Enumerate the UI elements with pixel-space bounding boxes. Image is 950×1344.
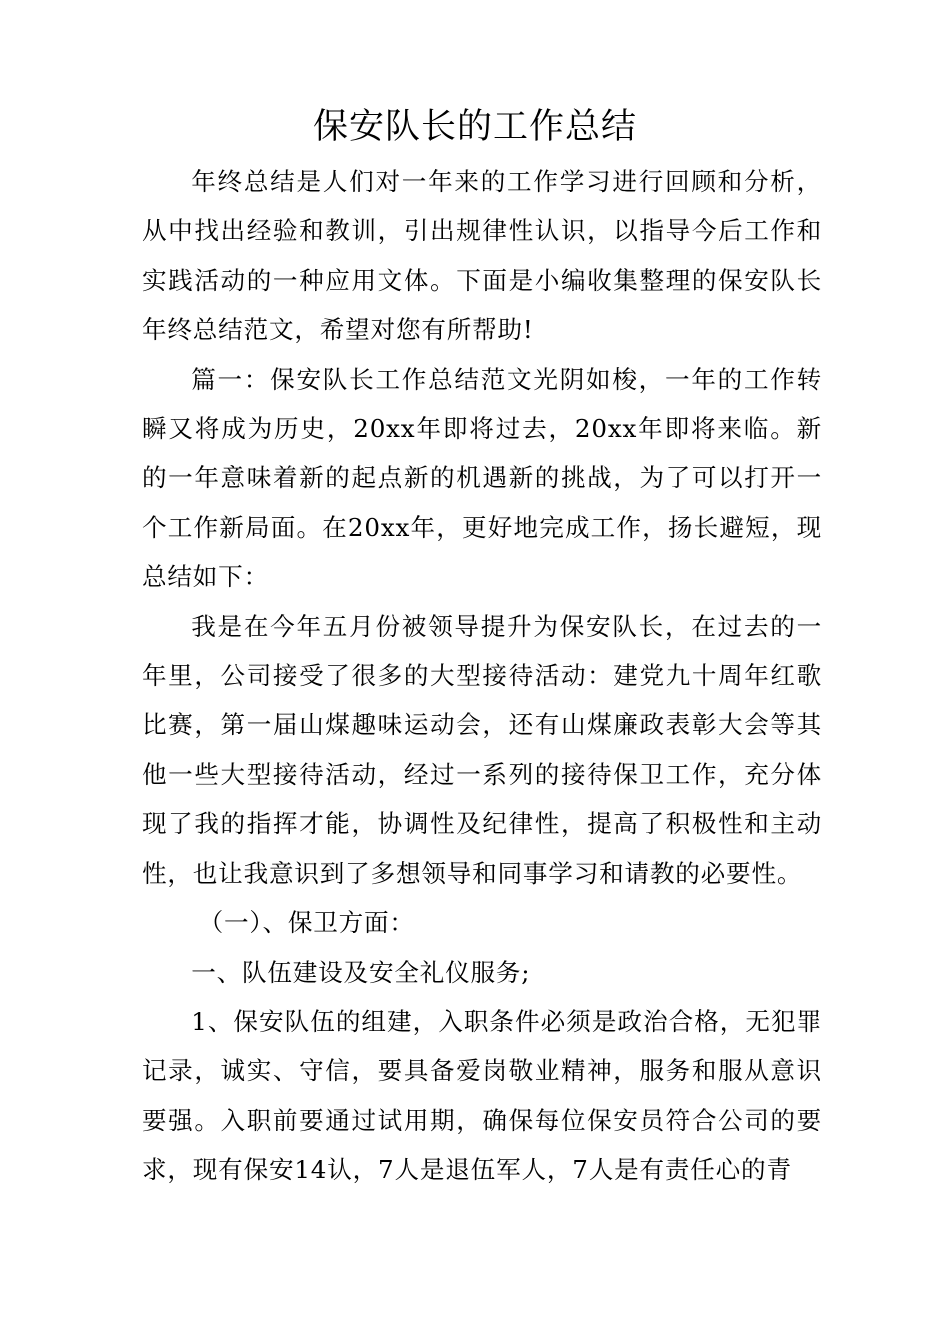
paragraph-intro: 年终总结是人们对一年来的工作学习进行回顾和分析，从中找出经验和教训，引出规律性认识，以指导今后工作和实践活动的一种应用文体。下面是小编收集整理的保安队长年终总结范文，希望对您有所帮助! (142, 167, 822, 345)
subsection-heading-team: 一、队伍建设及安全礼仪服务; (191, 957, 531, 987)
paragraph-team-building: 1、保安队伍的组建，入职条件必须是政治合格，无犯罪记录，诚实、守信，要具备爱岗敬业精神，服务和服从意识要强。入职前要通过试用期，确保每位保安员符合公司的要求，现有保安14认，7人是退伍军人，7人是有责任心的青 (142, 1006, 822, 1185)
paragraph-part-one: 篇一：保安队长工作总结范文光阴如梭，一年的工作转瞬又将成为历史，20xx年即将过去，20xx年即将来临。新的一年意味着新的起点新的机遇新的挑战，为了可以打开一个工作新局面。在20xx年，更好地完成工作，扬长避短，现总结如下： (142, 364, 822, 592)
paragraph-promotion: 我是在今年五月份被领导提升为保安队长，在过去的一年里，公司接受了很多的大型接待活动：建党九十周年红歌比赛，第一届山煤趣味运动会，还有山煤廉政表彰大会等其他一些大型接待活动，经过一系列的接待保卫工作，充分体现了我的指挥才能，协调性及纪律性，提高了积极性和主动性，也让我意识到了多想领导和同事学习和请教的必要性。 (142, 611, 822, 888)
document-body (142, 157, 822, 1195)
section-heading-security: （一）、保卫方面： (198, 908, 415, 938)
document-title: 保安队长的工作总结 (312, 107, 637, 147)
